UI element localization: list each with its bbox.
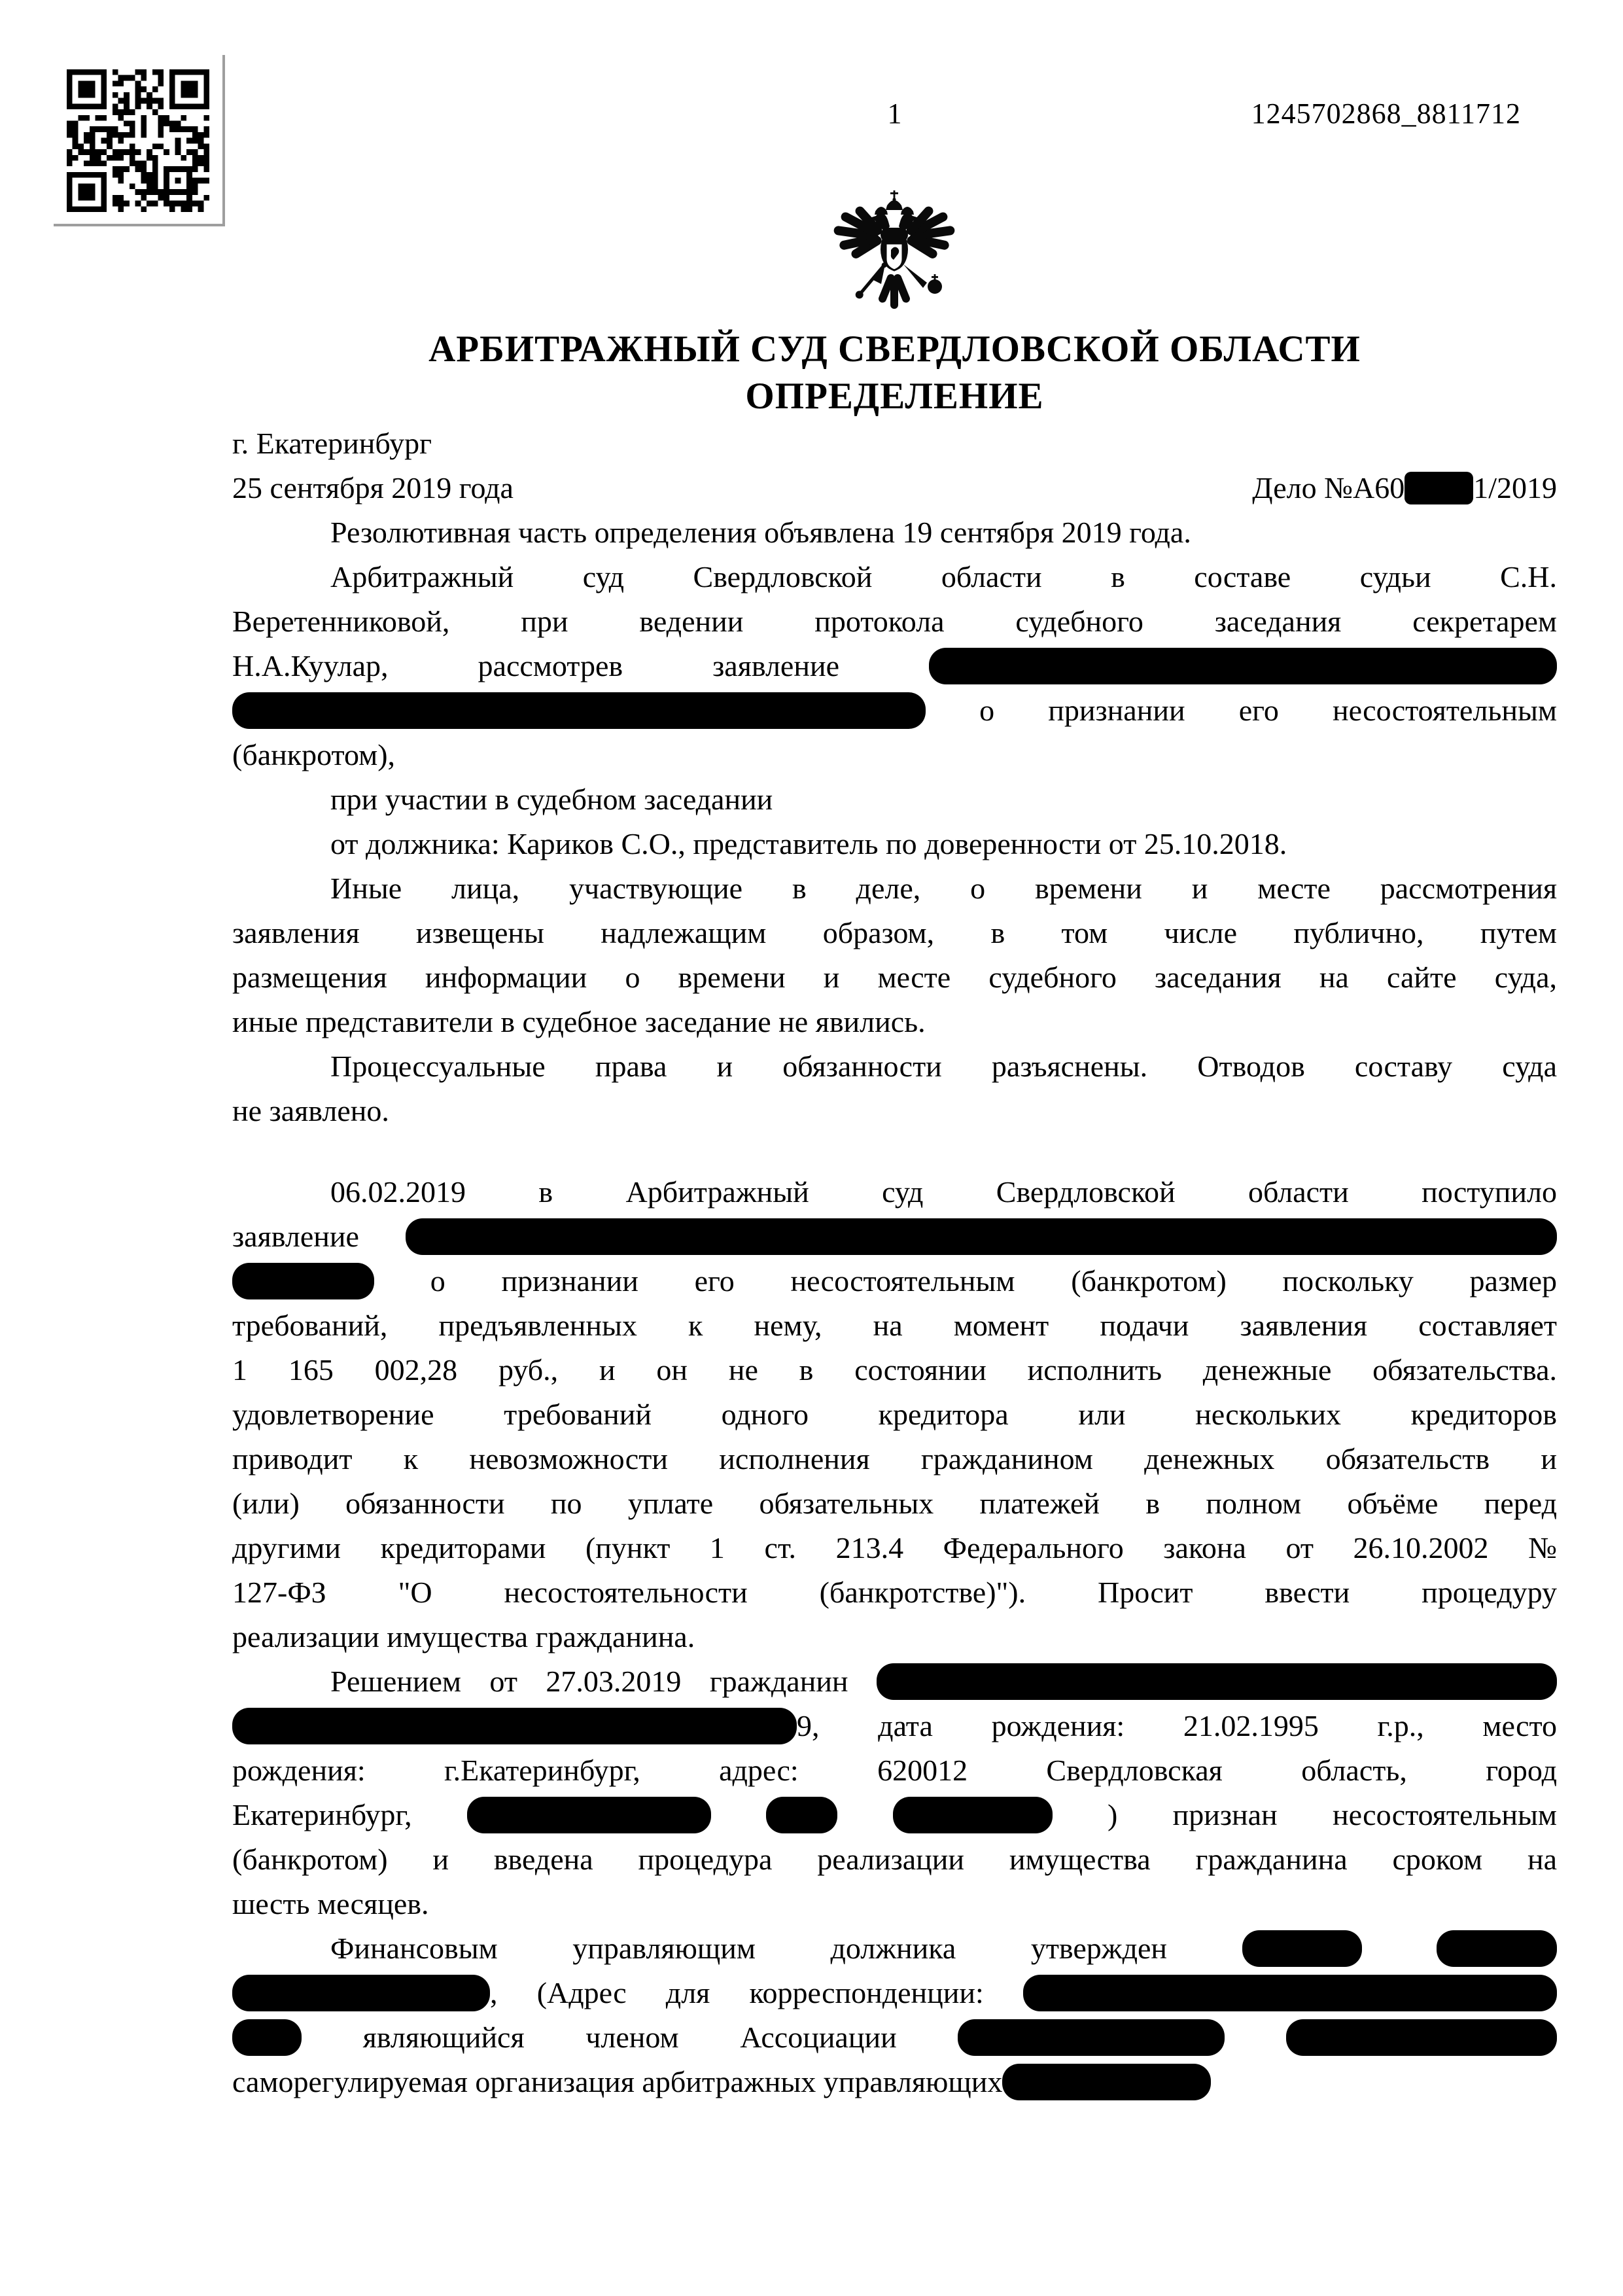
text-line: [232, 955, 1557, 1000]
text-line: [232, 1926, 1557, 1971]
page-number: 1: [887, 97, 902, 130]
text-line: [232, 1392, 1557, 1437]
document-type: ОПРЕДЕЛЕНИЕ: [745, 376, 1044, 417]
text-segment: Финансовым управляющим должника утвержден: [330, 1932, 1168, 1965]
text-line: [232, 1837, 1557, 1882]
redaction-bar: [232, 1708, 797, 1744]
text-segment: Екатеринбург,: [232, 1798, 412, 1831]
redaction-bar: [1023, 1975, 1557, 2011]
document-id: 1245702868_8811712: [1251, 97, 1521, 130]
text-segment: 06.02.2019 в Арбитражный суд Свердловской области поступило: [330, 1175, 1557, 1209]
text-line: [232, 1570, 1557, 1615]
text-segment: о признании его несостоятельным: [979, 694, 1558, 727]
redaction-bar: [1002, 2064, 1211, 2100]
text-segment: при участии в судебном заседании: [330, 783, 773, 816]
coat-of-arms-icon: [829, 187, 960, 321]
text-segment: рассмотрев заявление: [478, 649, 839, 682]
spacer: [232, 1133, 1557, 1170]
redaction-bar: [877, 1663, 1557, 1700]
text-line: [232, 1659, 1557, 1704]
text-segment: Процессуальные права и обязанности разъяснены. Отводов составу суда: [330, 1050, 1557, 1083]
text-segment: удовлетворение требований одного кредитора или нескольких кредиторов: [232, 1398, 1557, 1431]
text-line: [232, 2060, 1557, 2104]
text-segment: Резолютивная часть определения объявлена 19 сентября 2019 года.: [330, 516, 1191, 549]
redaction-bar: [406, 1218, 1557, 1255]
qr-card: [54, 55, 225, 226]
date-case-line: [232, 466, 1557, 510]
text-line: [232, 822, 1557, 866]
text-line: [232, 555, 1557, 599]
text-segment: реализации имущества гражданина.: [232, 1620, 695, 1653]
text-line: [232, 1214, 1557, 1259]
text-segment: ) признан несостоятельным: [1107, 1798, 1558, 1831]
decision-date: 25 сентября 2019 года: [232, 471, 514, 504]
text-line: [232, 1793, 1557, 1837]
text-line: [232, 1303, 1557, 1348]
text-line: [232, 1882, 1557, 1926]
text-segment: , (Адрес для корреспонденции:: [490, 1976, 984, 2009]
text-line: [232, 777, 1557, 822]
text-segment: являющийся членом Ассоциации: [362, 2021, 897, 2054]
text-segment: заявление: [232, 1220, 359, 1253]
text-segment: требований, предъявленных к нему, на момент подачи заявления составляет: [232, 1309, 1557, 1342]
text-segment: 9, дата рождения: 21.02.1995 г.р., место: [797, 1709, 1557, 1742]
city-line: г. Екатеринбург: [232, 427, 432, 460]
text-line: [232, 911, 1557, 955]
text-segment: иные представители в судебное заседание не явились.: [232, 1005, 926, 1038]
text-line: [232, 1089, 1557, 1133]
case-number-suffix: 1/2019: [1473, 471, 1557, 504]
text-segment: 127-ФЗ "О несостоятельности (банкротстве)"). Просит ввести процедуру: [232, 1576, 1557, 1609]
text-line: [232, 1044, 1557, 1089]
redaction-bar: [467, 1797, 711, 1833]
redaction-bar: [1286, 2019, 1557, 2056]
redaction-bar: [766, 1797, 837, 1833]
text-segment: другими кредиторами (пункт 1 ст. 213.4 Федерального закона от 26.10.2002 №: [232, 1531, 1557, 1564]
text-line: [232, 866, 1557, 911]
text-segment: саморегулируемая организация арбитражных управляющих: [232, 2065, 1003, 2098]
court-name: АРБИТРАЖНЫЙ СУД СВЕРДЛОВСКОЙ ОБЛАСТИ: [428, 328, 1361, 370]
text-line: [232, 1437, 1557, 1481]
text-segment: Иные лица, участвующие в деле, о времени и месте рассмотрения: [330, 872, 1557, 905]
redaction-bar: [958, 2019, 1225, 2056]
text-line: [232, 1615, 1557, 1659]
text-segment: 1 165 002,28 руб., и он не в состоянии исполнить денежные обязательства.: [232, 1353, 1557, 1386]
text-segment: (банкротом),: [232, 738, 396, 771]
text-segment: Веретенниковой, при ведении протокола судебного заседания секретарем: [232, 605, 1557, 638]
qr-code-icon: [67, 69, 209, 212]
text-segment: Н.А.Куулар,: [232, 649, 389, 682]
page-header: [232, 97, 1557, 131]
text-line: [232, 1748, 1557, 1793]
text-segment: шесть месяцев.: [232, 1887, 429, 1920]
text-segment: от должника: Кариков С.О., представитель по доверенности от 25.10.2018.: [330, 827, 1287, 860]
redaction-bar: [232, 1975, 490, 2011]
case-number-prefix: Дело №А60: [1252, 471, 1405, 504]
text-line: [232, 1170, 1557, 1214]
redaction-bar: [893, 1797, 1053, 1833]
document-title: [232, 326, 1557, 420]
redaction-bar: [929, 648, 1557, 684]
text-segment: рождения: г.Екатеринбург, адрес: 620012 Свердловская область, город: [232, 1754, 1557, 1787]
text-segment: Решением от 27.03.2019 гражданин: [330, 1665, 848, 1698]
text-line: [232, 1000, 1557, 1044]
text-line: [232, 1481, 1557, 1526]
text-line: [232, 1526, 1557, 1570]
redaction-bar: [232, 2019, 302, 2056]
redaction-bar: [1405, 472, 1473, 504]
text-line: [232, 688, 1557, 733]
redaction-bar: [1437, 1930, 1557, 1967]
text-segment: Арбитражный суд Свердловской области в составе судьи С.Н.: [330, 560, 1557, 593]
text-segment: размещения информации о времени и месте судебного заседания на сайте суда,: [232, 961, 1557, 994]
text-line: [232, 644, 1557, 688]
text-line: [232, 1259, 1557, 1303]
redaction-bar: [232, 692, 926, 729]
text-segment: не заявлено.: [232, 1094, 389, 1127]
text-line: [232, 1704, 1557, 1748]
text-segment: приводит к невозможности исполнения гражданином денежных обязательств и: [232, 1442, 1557, 1475]
text-line: [232, 510, 1557, 555]
text-line: [232, 2015, 1557, 2060]
text-segment: (банкротом) и введена процедура реализации имущества гражданина сроком на: [232, 1843, 1557, 1876]
text-line: [232, 1971, 1557, 2015]
text-line: [232, 733, 1557, 777]
text-segment: о признании его несостоятельным (банкротом) поскольку размер: [430, 1264, 1557, 1298]
text-segment: заявления извещены надлежащим образом, в том числе публично, путем: [232, 916, 1557, 949]
redaction-bar: [232, 1263, 374, 1299]
redaction-bar: [1242, 1930, 1362, 1967]
case-number: [1252, 466, 1557, 510]
text-segment: (или) обязанности по уплате обязательных платежей в полном объёме перед: [232, 1487, 1557, 1520]
text-line: [232, 1348, 1557, 1392]
text-line: [232, 599, 1557, 644]
body-lines: [232, 510, 1557, 2104]
